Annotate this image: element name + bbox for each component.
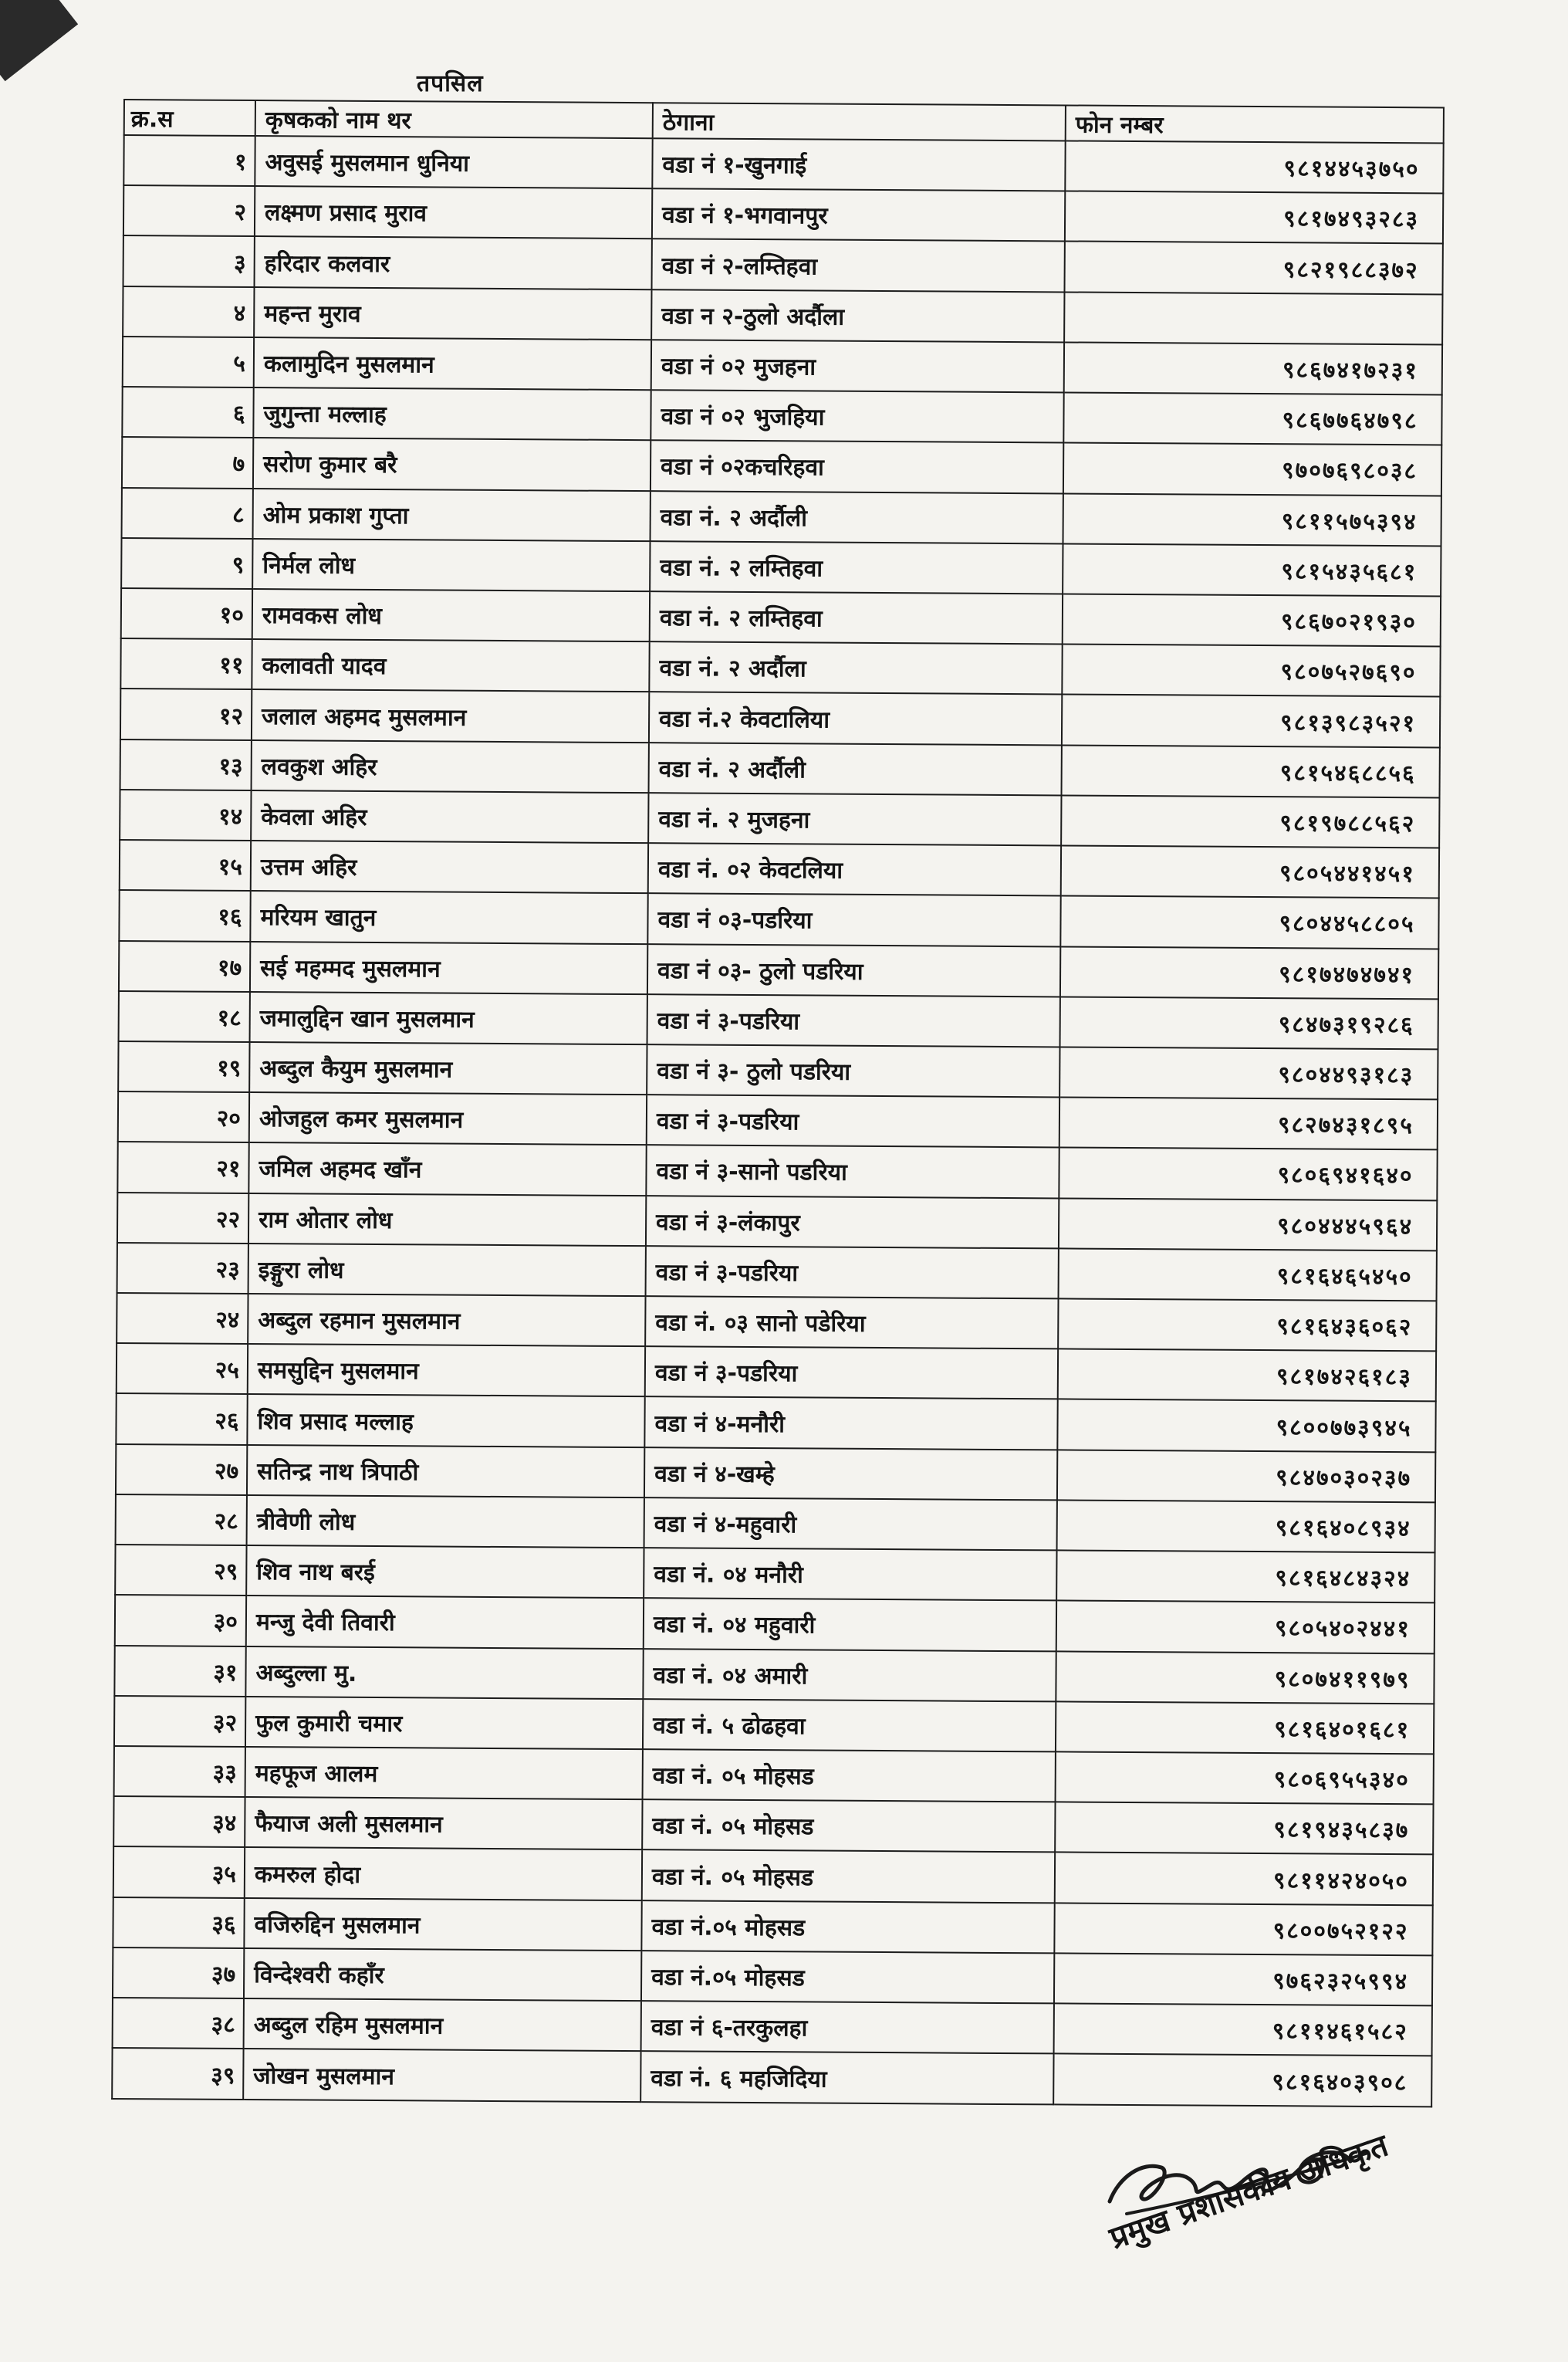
farmer-name-cell: सतिन्द्र नाथ त्रिपाठी xyxy=(247,1445,644,1497)
table-row xyxy=(123,135,1443,194)
phone-number-cell: ९८००७७३९४५ xyxy=(1057,1399,1435,1452)
table-row xyxy=(116,1444,1435,1503)
serial-number-cell: ३४ xyxy=(113,1796,245,1847)
serial-number-cell: ५ xyxy=(123,337,254,387)
header-phone: फोन नम्बर xyxy=(1066,105,1444,143)
farmer-name-cell: ओजहुल कमर मुसलमान xyxy=(249,1092,647,1145)
header-address: ठेगाना xyxy=(653,103,1066,140)
table-row xyxy=(123,185,1443,244)
table-row xyxy=(114,1696,1434,1755)
address-cell: वडा नं. ५ ढोढहवा xyxy=(643,1699,1056,1751)
farmer-name-cell: विन्देश्वरी कहाँर xyxy=(244,1948,641,2001)
table-row xyxy=(118,1041,1438,1100)
farmer-name-cell: जोखन मुसलमान xyxy=(243,2049,640,2102)
serial-number-cell: १३ xyxy=(120,739,252,790)
phone-number-cell: ९८१६४०८९३४ xyxy=(1057,1500,1435,1552)
serial-number-cell: ३७ xyxy=(113,1947,244,1998)
table-row xyxy=(120,689,1440,747)
table-row xyxy=(115,1545,1435,1603)
farmer-name-cell: अब्दुल कैयुम मुसलमान xyxy=(249,1042,647,1095)
serial-number-cell: ३ xyxy=(123,235,255,286)
address-cell: वडा नं. ०४ अमारी xyxy=(643,1649,1056,1701)
address-cell: वडा नं ०३-पडरिया xyxy=(647,893,1060,946)
address-cell: वडा नं ६-तरकुलहा xyxy=(641,2001,1054,2053)
serial-number-cell: २० xyxy=(118,1091,249,1142)
header-farmer-name: कृषकको नाम थर xyxy=(255,100,653,138)
serial-number-cell: ११ xyxy=(120,638,252,689)
serial-number-cell: ९ xyxy=(121,538,252,589)
table-row xyxy=(123,286,1442,345)
address-cell: वडा नं.०५ मोहसड xyxy=(641,1900,1054,1953)
table-row xyxy=(116,1494,1435,1553)
address-cell: वडा नं ३- ठुलो पडरिया xyxy=(647,1044,1059,1097)
serial-number-cell: २८ xyxy=(116,1494,247,1545)
serial-number-cell: २३ xyxy=(117,1243,248,1294)
phone-number-cell: ९८१६४०१६८१ xyxy=(1056,1701,1434,1754)
serial-number-cell: १६ xyxy=(119,890,250,941)
address-cell: वडा नं. २ अर्दौली xyxy=(649,743,1062,795)
table-row xyxy=(121,588,1441,647)
address-cell: वडा नं. ०३ सानो पडेरिया xyxy=(645,1296,1058,1349)
phone-number-cell: ९७०७६९८०३८ xyxy=(1063,443,1441,496)
table-row xyxy=(113,1796,1433,1855)
farmer-name-cell: अवुसई मुसलमान धुनिया xyxy=(255,136,652,188)
table-row xyxy=(117,1142,1437,1200)
table-row xyxy=(115,1595,1435,1653)
phone-number-cell: ९८२७४३१८९५ xyxy=(1059,1098,1438,1150)
phone-number-cell: ९७६२३२५९९४ xyxy=(1054,1953,1432,2005)
phone-number-cell: ९८०७५२७६९० xyxy=(1062,645,1440,697)
address-cell: वडा नं. २ लम्तिहवा xyxy=(650,541,1063,594)
farmer-name-cell: कलामुदिन मुसलमान xyxy=(254,337,651,390)
serial-number-cell: १४ xyxy=(120,790,251,841)
table-row xyxy=(112,2048,1431,2107)
table-row xyxy=(113,1947,1432,2006)
serial-number-cell: २१ xyxy=(117,1142,248,1193)
farmer-name-cell: जलाल अहमद मुसलमान xyxy=(252,689,649,742)
table-row xyxy=(122,488,1441,547)
table-row xyxy=(114,1746,1434,1805)
address-cell: वडा नं. २ लम्तिहवा xyxy=(650,591,1063,644)
farmer-name-cell: अब्दुल रहमान मुसलमान xyxy=(248,1294,645,1346)
farmer-name-cell: इङ्गुरा लोध xyxy=(248,1244,646,1296)
serial-number-cell: २ xyxy=(123,185,255,236)
phone-number-cell: ९८१५४६८८५६ xyxy=(1062,745,1440,797)
serial-number-cell: १ xyxy=(123,135,255,186)
phone-number-cell: ९८१५४३५६८१ xyxy=(1063,543,1441,596)
table-row xyxy=(117,1193,1437,1251)
farmer-name-cell: लक्ष्मण प्रसाद मुराव xyxy=(255,186,652,239)
farmer-name-cell: जमालुद्दिन खान मुसलमान xyxy=(250,992,647,1044)
phone-number-cell: ९८०७४११९७९ xyxy=(1056,1651,1434,1704)
phone-number-cell: ९८०५४०२४४१ xyxy=(1056,1601,1435,1653)
phone-number-cell: ९८१६४३६०६२ xyxy=(1058,1298,1436,1351)
serial-number-cell: २७ xyxy=(116,1444,247,1495)
address-cell: वडा नं १-भगवानपुर xyxy=(652,188,1065,241)
farmer-name-cell: सरोण कुमार बरै xyxy=(253,438,651,490)
serial-number-cell: २४ xyxy=(117,1293,248,1344)
phone-number-cell: ९८६७७६४७९८ xyxy=(1063,393,1441,445)
table-row xyxy=(113,1897,1432,1956)
serial-number-cell: १० xyxy=(121,588,252,639)
farmer-name-cell: जमिल अहमद खाँन xyxy=(248,1142,646,1195)
header-serial: क्र.स xyxy=(124,100,255,136)
address-cell: वडा नं ४-खम्हे xyxy=(644,1447,1057,1500)
farmer-name-cell: मन्जु देवी तिवारी xyxy=(246,1596,644,1648)
table-row xyxy=(123,235,1443,294)
phone-number-cell: ९८१७४७४७४१ xyxy=(1060,946,1438,999)
farmer-name-cell: जुगुन्ता मल्लाह xyxy=(253,387,651,440)
farmer-name-cell: फुल कुमारी चमार xyxy=(245,1697,643,1749)
farmer-name-cell: सई महम्मद मुसलमान xyxy=(250,942,647,994)
table-row xyxy=(120,739,1440,798)
serial-number-cell: ७ xyxy=(122,437,253,488)
phone-number-cell xyxy=(1064,292,1442,344)
farmer-name-cell: निर्मल लोध xyxy=(252,539,650,591)
address-cell: वडा नं. ०४ महुवारी xyxy=(644,1598,1056,1650)
table-row xyxy=(123,337,1442,395)
address-cell: वडा नं ०२ मुजहना xyxy=(651,340,1064,392)
farmer-name-cell: ओम प्रकाश गुप्ता xyxy=(253,489,651,541)
table-row xyxy=(122,437,1441,496)
address-cell: वडा नं. २ अर्दौली xyxy=(651,491,1063,543)
address-cell: वडा नं.०५ मोहसड xyxy=(641,1951,1054,2003)
table-row xyxy=(114,1646,1434,1704)
phone-number-cell: ९८६७४१७२३१ xyxy=(1064,342,1442,394)
address-cell: वडा नं ३-पडरिया xyxy=(646,1246,1059,1298)
farmer-name-cell: शिव प्रसाद मल्लाह xyxy=(247,1394,644,1447)
farmer-name-cell: अब्दुल्ला मु. xyxy=(245,1646,643,1699)
phone-number-cell: ९८११५७५३९४ xyxy=(1063,493,1441,546)
table-row xyxy=(120,840,1439,898)
table-row xyxy=(116,1393,1435,1452)
address-cell: वडा नं ४-मनौरी xyxy=(644,1397,1057,1450)
farmer-name-cell: हरिदार कलवार xyxy=(255,236,652,289)
farmer-table xyxy=(111,99,1445,2107)
table-row xyxy=(117,1293,1436,1352)
table-row xyxy=(120,638,1440,697)
phone-number-cell: ९८१४४५३७५० xyxy=(1065,140,1443,193)
phone-number-cell: ९८१६४८४३२४ xyxy=(1056,1551,1435,1603)
farmer-name-cell: त्रीवेणी लोध xyxy=(247,1495,644,1548)
address-cell: वडा नं ३-पडरिया xyxy=(645,1346,1058,1399)
serial-number-cell: १९ xyxy=(118,1041,249,1092)
farmer-name-cell: मरियम खातुन xyxy=(250,891,647,943)
phone-number-cell: ९८६७०२१९३० xyxy=(1063,594,1441,646)
table-body xyxy=(112,135,1444,2107)
serial-number-cell: १५ xyxy=(120,840,251,891)
serial-number-cell: १२ xyxy=(120,689,252,739)
phone-number-cell: ९८१९४३५८३७ xyxy=(1055,1802,1433,1855)
table-row xyxy=(119,890,1438,949)
phone-number-cell: ९८११४२४०५० xyxy=(1055,1853,1433,1905)
serial-number-cell: ३१ xyxy=(114,1646,245,1697)
farmer-name-cell: फैयाज अली मुसलमान xyxy=(245,1797,642,1849)
serial-number-cell: २६ xyxy=(116,1393,247,1444)
address-cell: वडा नं ३-पडरिया xyxy=(647,1095,1059,1147)
phone-number-cell: ९८०५४४१४५१ xyxy=(1061,846,1439,898)
address-cell: वडा नं. ०४ मनौरी xyxy=(644,1548,1056,1600)
address-cell: वडा नं.२ केवटालिया xyxy=(649,692,1062,745)
phone-number-cell: ९८१३९८३५२१ xyxy=(1062,695,1440,747)
address-cell: वडा नं. ०२ केवटलिया xyxy=(648,843,1061,895)
address-cell: वडा नं. २ मुजहना xyxy=(648,793,1061,845)
address-cell: वडा नं २-लम्तिहवा xyxy=(652,239,1065,292)
officer-designation: प्रमुख प्रशासकीय अधिकृत xyxy=(1105,2127,1393,2257)
address-cell: वडा नं ०२कचरिहवा xyxy=(651,440,1063,492)
phone-number-cell: ९८०४४९३१८३ xyxy=(1059,1047,1438,1099)
serial-number-cell: २९ xyxy=(115,1545,246,1596)
address-cell: वडा नं. ६ महजिदिया xyxy=(640,2051,1053,2104)
farmer-name-cell: राम ओतार लोध xyxy=(248,1193,646,1246)
serial-number-cell: २५ xyxy=(117,1343,248,1394)
table-row xyxy=(118,1091,1438,1150)
table-row xyxy=(113,1998,1432,2056)
phone-number-cell: ९८०४४५८८०५ xyxy=(1060,896,1438,949)
serial-number-cell: ६ xyxy=(122,387,253,438)
farmer-name-cell: लवकुश अहिर xyxy=(252,740,649,793)
farmer-name-cell: उत्तम अहिर xyxy=(251,841,648,893)
phone-number-cell: ९८०६९४१६४० xyxy=(1059,1148,1437,1200)
phone-number-cell: ९८०४४४५९६४ xyxy=(1059,1198,1437,1250)
table-row xyxy=(119,991,1438,1050)
farmer-name-cell: शिव नाथ बरई xyxy=(246,1545,644,1598)
table-row xyxy=(117,1243,1437,1301)
phone-number-cell: ९८१७४२६१८३ xyxy=(1058,1349,1436,1402)
farmer-name-cell: कलावती यादव xyxy=(252,639,649,692)
serial-number-cell: ३३ xyxy=(114,1746,245,1797)
farmer-name-cell: कमरुल होदा xyxy=(245,1847,642,1900)
serial-number-cell: ३९ xyxy=(112,2048,243,2100)
serial-number-cell: १८ xyxy=(119,991,250,1042)
table-row xyxy=(120,790,1439,848)
phone-number-cell: ९८१९७८८५६२ xyxy=(1061,795,1439,848)
farmer-name-cell: महन्त मुराव xyxy=(254,287,651,340)
farmer-name-cell: केवला अहिर xyxy=(251,790,648,843)
address-cell: वडा नं ३-लंकापुर xyxy=(646,1196,1059,1248)
address-cell: वडा नं ०३- ठुलो पडरिया xyxy=(647,944,1060,997)
farmer-name-cell: अब्दुल रहिम मुसलमान xyxy=(244,1998,641,2051)
table-row xyxy=(117,1343,1436,1402)
phone-number-cell: ९८१६४६५४५० xyxy=(1059,1248,1437,1301)
phone-number-cell: ९८१७४९३२८३ xyxy=(1065,191,1443,244)
address-cell: वडा नं. ०५ मोहसड xyxy=(643,1749,1056,1802)
phone-number-cell: ९८११४६१५८२ xyxy=(1054,2004,1432,2056)
phone-number-cell: ९८००७५२१२२ xyxy=(1054,1903,1432,1955)
phone-number-cell: ९८४७०३०२३७ xyxy=(1057,1450,1435,1502)
phone-number-cell: ९८२१९८८३७२ xyxy=(1064,242,1442,294)
serial-number-cell: २२ xyxy=(117,1193,248,1244)
farmer-name-cell: वजिरुद्दिन मुसलमान xyxy=(244,1898,641,1951)
farmer-list-sheet xyxy=(111,99,1443,2107)
farmer-name-cell: समसुद्दिन मुसलमान xyxy=(248,1344,645,1396)
phone-number-cell: ९८४७३१९२८६ xyxy=(1060,997,1438,1049)
serial-number-cell: ४ xyxy=(123,286,254,337)
farmer-name-cell: महफूज आलम xyxy=(245,1747,643,1799)
address-cell: वडा न २-ठुलो अर्दौला xyxy=(651,289,1064,342)
serial-number-cell: १७ xyxy=(119,940,250,991)
serial-number-cell: ३८ xyxy=(113,1998,244,2049)
table-row xyxy=(113,1846,1433,1905)
phone-number-cell: ९८१६४०३९०८ xyxy=(1053,2054,1431,2107)
address-cell: वडा नं. ०५ मोहसड xyxy=(642,1799,1055,1852)
table-row xyxy=(122,387,1441,445)
address-cell: वडा नं ४-महुवारी xyxy=(644,1497,1057,1550)
address-cell: वडा नं १-खुनगाई xyxy=(652,138,1065,191)
serial-number-cell: ३० xyxy=(115,1595,246,1646)
address-cell: वडा नं. २ अर्दौला xyxy=(649,641,1062,694)
table-row xyxy=(121,538,1441,597)
address-cell: वडा नं. ०५ मोहसड xyxy=(642,1850,1055,1903)
serial-number-cell: ८ xyxy=(122,488,253,539)
address-cell: वडा नं ०२ भुजहिया xyxy=(651,390,1063,442)
farmer-name-cell: रामवकस लोध xyxy=(252,589,650,641)
page-corner-shadow xyxy=(0,0,78,81)
serial-number-cell: ३६ xyxy=(113,1897,244,1948)
serial-number-cell: ३२ xyxy=(114,1696,245,1747)
phone-number-cell: ९८०६९५५३४० xyxy=(1056,1751,1434,1804)
table-row xyxy=(119,940,1438,999)
address-cell: वडा नं ३-पडरिया xyxy=(647,994,1060,1047)
serial-number-cell: ३५ xyxy=(113,1846,245,1897)
address-cell: वडा नं ३-सानो पडरिया xyxy=(646,1145,1059,1198)
page-heading: तपसिल xyxy=(417,70,484,97)
